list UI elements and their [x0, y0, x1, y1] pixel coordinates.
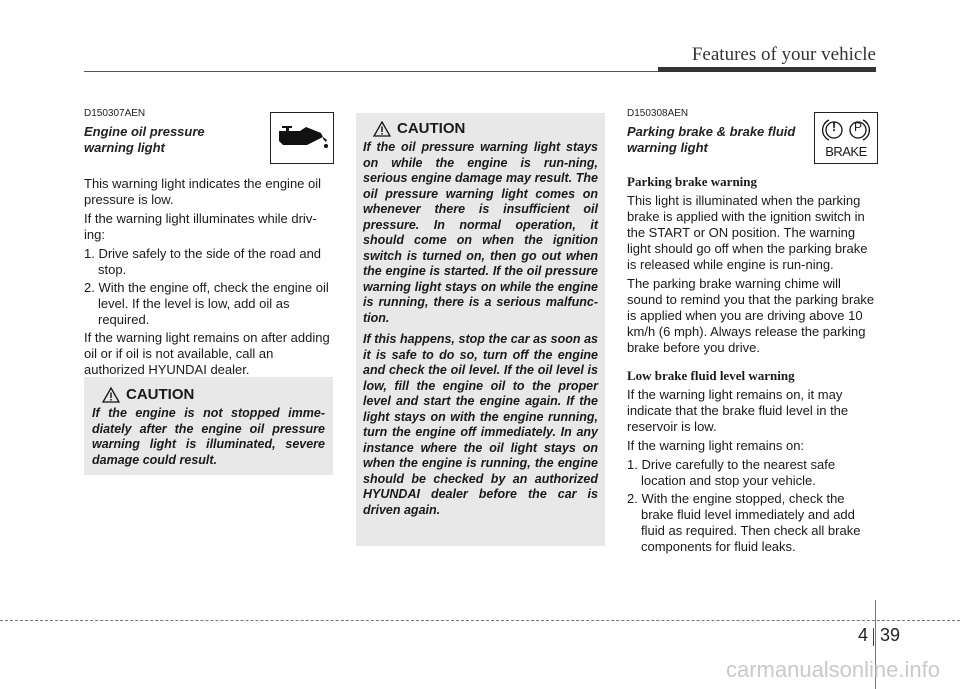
- section-title: Parking brake & brake fluid warning light: [627, 124, 796, 155]
- footer-rule: [0, 620, 960, 621]
- page-number-divider: [873, 628, 874, 646]
- brake-warning-icon: [815, 113, 877, 163]
- caution-box: [84, 377, 333, 475]
- subheading: Low brake fluid level warning: [627, 368, 795, 383]
- list-item: 1. Drive carefully to the nearest safe location and stop your vehicle.: [627, 457, 836, 488]
- subheading: Parking brake warning: [627, 174, 758, 189]
- caution-heading: [102, 386, 325, 403]
- caution-heading: [373, 120, 598, 137]
- paragraph: If the warning light remains on:: [627, 438, 805, 453]
- caution-label: CAUTION: [397, 120, 466, 137]
- oil-pressure-icon-box: [270, 112, 334, 164]
- caution-text: If the engine is not stopped imme-diately after the engine oil pressure warning light is illuminated, severe damage could result.: [92, 406, 325, 467]
- paragraph: The parking brake warning chime will sound to remind you that the parking brake is applied when you are driving above 10 km/h (6 mph). Always release the parking brake before you drive.: [627, 276, 875, 355]
- caution-label: CAUTION: [126, 386, 195, 403]
- paragraph: If the warning light remains on, it may indicate that the brake fluid level in the reservoir is low.: [627, 387, 849, 434]
- brake-warning-icon-box: [814, 112, 878, 164]
- list-item: 1. Drive safely to the side of the road and stop.: [84, 246, 322, 277]
- chapter-number: 4: [858, 625, 869, 645]
- section-title: Engine oil pressure warning light: [84, 124, 205, 155]
- list-item: 2. With the engine stopped, check the brake fluid level immediately and add fluid as required. Then check all brake components for fluid leaks.: [627, 491, 861, 554]
- brake-icon-label: BRAKE: [825, 144, 867, 159]
- page-number: 39: [880, 625, 901, 645]
- section-code: D150308AEN: [627, 108, 689, 119]
- paragraph: If the warning light remains on after adding oil or if oil is not available, call an authorized HYUNDAI dealer.: [84, 330, 330, 377]
- right-column: [627, 108, 877, 557]
- list-item: 2. With the engine off, check the engine oil level. If the level is low, add oil as required.: [84, 280, 329, 327]
- paragraph: This light is illuminated when the parking brake is applied with the ignition switch in the START or ON position. The warning light should go off when the parking brake is released while engine is run-ning.: [627, 193, 868, 272]
- caution-text: If the oil pressure warning light stays on while the engine is run-ning, serious engine damage may result. The oil pressure warning light comes on whenever there is insufficient oil pressure. In normal operation, it should come on when the ignition switch is turned on, then go out when the engine is started. If the oil pressure warning light stays on while the engine is running, there is a serious malfunc-tion.: [363, 140, 598, 325]
- paragraph: This warning light indicates the engine oil pressure is low.: [84, 176, 322, 207]
- section-code: D150307AEN: [84, 108, 146, 119]
- brake-circles-icon: [815, 115, 877, 145]
- header-accent-bar: [658, 67, 876, 72]
- paragraph: If the warning light illuminates while driv-ing:: [84, 211, 317, 242]
- warning-triangle-icon: [102, 387, 120, 403]
- page-header-title: Features of your vehicle: [691, 44, 876, 65]
- step-list: [627, 457, 877, 555]
- caution-text: If this happens, stop the car as soon as it is safe to do so, turn off the engine and check the oil level. If the oil level is low, fill the engine oil to the proper level and start the engine again. If the light stays on with the engine running, turn the engine off immediately. In any instance where the oil light stays on when the engine is running, the engine should be checked by an authorized HYUNDAI dealer before the car is driven again.: [363, 332, 598, 517]
- watermark-text: carmanualsonline.info: [725, 657, 940, 682]
- warning-triangle-icon: [373, 121, 391, 137]
- brake-letter-text: P: [853, 120, 862, 134]
- caution-box: [356, 113, 605, 546]
- brake-mark-text: !: [831, 119, 837, 134]
- oil-can-icon: [271, 113, 333, 163]
- step-list: [84, 246, 334, 328]
